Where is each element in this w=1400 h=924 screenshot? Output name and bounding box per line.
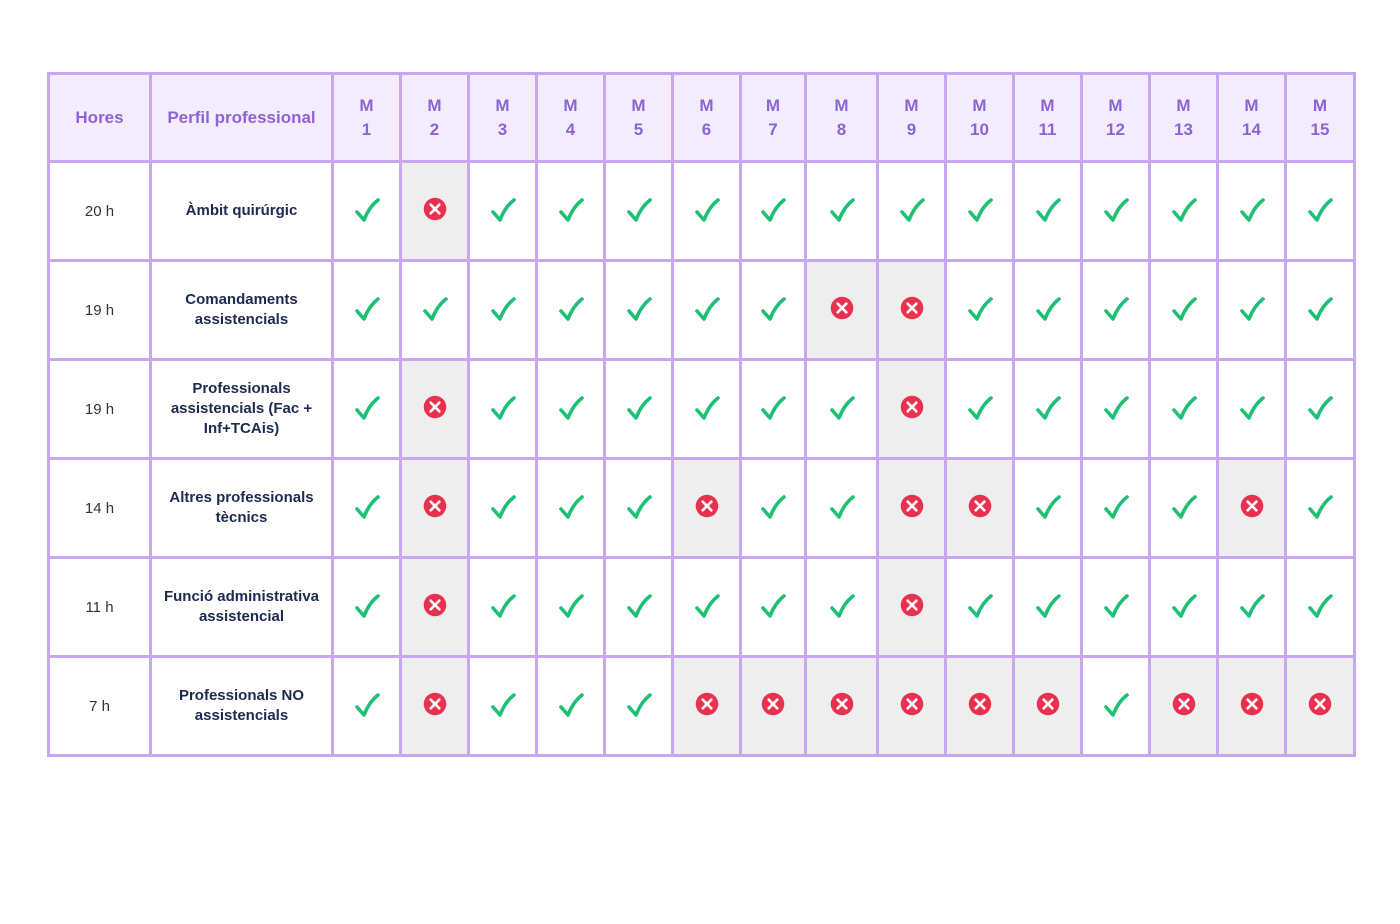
module-cell: [878, 459, 946, 558]
check-icon: [352, 196, 382, 226]
check-icon: [624, 691, 654, 721]
check-icon: [1237, 295, 1267, 325]
module-cell: [1082, 162, 1150, 261]
module-cell: [946, 558, 1014, 657]
module-cell: [333, 657, 401, 756]
module-cell: [1218, 162, 1286, 261]
header-module-1: M 1: [333, 74, 401, 162]
hours-cell: 11 h: [49, 558, 151, 657]
check-icon: [420, 295, 450, 325]
module-cell: [401, 558, 469, 657]
cross-circle-icon: [1033, 691, 1063, 721]
check-icon: [692, 295, 722, 325]
check-icon: [965, 592, 995, 622]
module-cell: [333, 459, 401, 558]
module-cell: [1286, 657, 1355, 756]
check-icon: [827, 592, 857, 622]
check-icon: [1169, 196, 1199, 226]
module-cell: [946, 360, 1014, 459]
header-module-3: M 3: [469, 74, 537, 162]
table-row: [49, 558, 1355, 657]
cross-circle-icon: [420, 592, 450, 622]
module-cell: [1286, 459, 1355, 558]
module-cell: [741, 558, 806, 657]
check-icon: [556, 196, 586, 226]
profile-cell: Altres professionals tècnics: [151, 459, 333, 558]
check-icon: [1305, 196, 1335, 226]
module-cell: [1218, 261, 1286, 360]
cross-circle-icon: [897, 691, 927, 721]
module-cell: [333, 360, 401, 459]
profile-cell: Professionals NO assistencials: [151, 657, 333, 756]
header-module-5: M 5: [605, 74, 673, 162]
cross-circle-icon: [692, 493, 722, 523]
module-cell: [1218, 360, 1286, 459]
check-icon: [488, 394, 518, 424]
check-icon: [1305, 493, 1335, 523]
check-icon: [352, 295, 382, 325]
module-cell: [537, 558, 605, 657]
module-cell: [333, 558, 401, 657]
module-cell: [1014, 558, 1082, 657]
cross-circle-icon: [897, 394, 927, 424]
header-hours: Hores: [49, 74, 151, 162]
header-profile: Perfil professional: [151, 74, 333, 162]
check-icon: [1169, 493, 1199, 523]
check-icon: [488, 493, 518, 523]
cross-circle-icon: [1237, 493, 1267, 523]
module-cell: [1014, 459, 1082, 558]
check-icon: [624, 196, 654, 226]
check-icon: [556, 394, 586, 424]
module-cell: [1150, 360, 1218, 459]
cross-circle-icon: [1305, 691, 1335, 721]
module-cell: [673, 657, 741, 756]
hours-cell: 7 h: [49, 657, 151, 756]
cross-circle-icon: [1169, 691, 1199, 721]
check-icon: [1033, 493, 1063, 523]
module-cell: [469, 558, 537, 657]
check-icon: [352, 691, 382, 721]
module-cell: [1082, 657, 1150, 756]
module-cell: [537, 459, 605, 558]
cross-circle-icon: [420, 691, 450, 721]
table-row: [49, 459, 1355, 558]
cross-circle-icon: [420, 493, 450, 523]
module-cell: [537, 657, 605, 756]
module-cell: [1082, 261, 1150, 360]
module-cell: [1218, 558, 1286, 657]
check-icon: [556, 691, 586, 721]
module-cell: [1286, 558, 1355, 657]
module-cell: [401, 162, 469, 261]
check-icon: [758, 493, 788, 523]
module-cell: [1082, 459, 1150, 558]
check-icon: [758, 394, 788, 424]
module-cell: [806, 360, 878, 459]
module-cell: [1218, 459, 1286, 558]
header-module-8: M 8: [806, 74, 878, 162]
module-cell: [946, 162, 1014, 261]
check-icon: [624, 295, 654, 325]
module-cell: [1218, 657, 1286, 756]
header-module-11: M 11: [1014, 74, 1082, 162]
header-row: [49, 74, 1355, 162]
module-matrix-table: [47, 72, 1356, 757]
module-cell: [1082, 558, 1150, 657]
module-cell: [1014, 162, 1082, 261]
module-cell: [806, 459, 878, 558]
cross-circle-icon: [897, 295, 927, 325]
check-icon: [827, 394, 857, 424]
module-cell: [605, 558, 673, 657]
module-cell: [741, 459, 806, 558]
check-icon: [352, 493, 382, 523]
module-cell: [806, 558, 878, 657]
check-icon: [1169, 592, 1199, 622]
module-cell: [401, 459, 469, 558]
module-cell: [1150, 657, 1218, 756]
check-icon: [692, 196, 722, 226]
check-icon: [352, 394, 382, 424]
check-icon: [1237, 592, 1267, 622]
module-cell: [741, 162, 806, 261]
cross-circle-icon: [1237, 691, 1267, 721]
check-icon: [1169, 295, 1199, 325]
module-cell: [1150, 558, 1218, 657]
module-cell: [878, 657, 946, 756]
module-cell: [673, 261, 741, 360]
module-cell: [1082, 360, 1150, 459]
module-cell: [806, 162, 878, 261]
module-cell: [1014, 360, 1082, 459]
module-cell: [1150, 261, 1218, 360]
table-row: [49, 360, 1355, 459]
header-module-14: M 14: [1218, 74, 1286, 162]
module-cell: [469, 261, 537, 360]
header-module-15: M 15: [1286, 74, 1355, 162]
module-cell: [1150, 162, 1218, 261]
cross-circle-icon: [965, 691, 995, 721]
table-row: [49, 261, 1355, 360]
module-cell: [806, 657, 878, 756]
module-cell: [673, 360, 741, 459]
check-icon: [1237, 394, 1267, 424]
module-cell: [605, 360, 673, 459]
check-icon: [1169, 394, 1199, 424]
check-icon: [1101, 295, 1131, 325]
profile-cell: Professionals assistencials (Fac + Inf+TCAis): [151, 360, 333, 459]
check-icon: [692, 592, 722, 622]
table-row: [49, 162, 1355, 261]
module-cell: [878, 261, 946, 360]
hours-cell: 20 h: [49, 162, 151, 261]
module-cell: [878, 360, 946, 459]
module-cell: [333, 261, 401, 360]
check-icon: [624, 592, 654, 622]
check-icon: [556, 493, 586, 523]
check-icon: [352, 592, 382, 622]
check-icon: [624, 394, 654, 424]
header-module-10: M 10: [946, 74, 1014, 162]
check-icon: [1305, 295, 1335, 325]
cross-circle-icon: [758, 691, 788, 721]
module-cell: [605, 459, 673, 558]
check-icon: [965, 196, 995, 226]
table-row: [49, 657, 1355, 756]
check-icon: [692, 394, 722, 424]
module-cell: [605, 261, 673, 360]
header-module-9: M 9: [878, 74, 946, 162]
module-cell: [605, 657, 673, 756]
cross-circle-icon: [692, 691, 722, 721]
cross-circle-icon: [827, 295, 857, 325]
check-icon: [1101, 691, 1131, 721]
module-cell: [946, 657, 1014, 756]
cross-circle-icon: [965, 493, 995, 523]
module-cell: [1014, 261, 1082, 360]
profile-cell: Àmbit quirúrgic: [151, 162, 333, 261]
check-icon: [827, 196, 857, 226]
check-icon: [965, 295, 995, 325]
module-cell: [401, 360, 469, 459]
module-cell: [537, 261, 605, 360]
module-cell: [469, 459, 537, 558]
module-cell: [673, 558, 741, 657]
check-icon: [758, 295, 788, 325]
module-cell: [1150, 459, 1218, 558]
check-icon: [1237, 196, 1267, 226]
header-module-7: M 7: [741, 74, 806, 162]
cross-circle-icon: [827, 691, 857, 721]
check-icon: [1033, 592, 1063, 622]
check-icon: [488, 295, 518, 325]
check-icon: [488, 196, 518, 226]
check-icon: [827, 493, 857, 523]
check-icon: [1033, 196, 1063, 226]
check-icon: [758, 592, 788, 622]
check-icon: [1033, 295, 1063, 325]
module-cell: [946, 459, 1014, 558]
header-module-13: M 13: [1150, 74, 1218, 162]
module-cell: [1286, 360, 1355, 459]
module-cell: [673, 459, 741, 558]
module-cell: [469, 162, 537, 261]
check-icon: [488, 691, 518, 721]
module-cell: [401, 261, 469, 360]
check-icon: [1033, 394, 1063, 424]
check-icon: [1101, 493, 1131, 523]
profile-cell: Comandaments assistencials: [151, 261, 333, 360]
module-cell: [878, 558, 946, 657]
cross-circle-icon: [420, 196, 450, 226]
check-icon: [488, 592, 518, 622]
check-icon: [1101, 592, 1131, 622]
module-cell: [401, 657, 469, 756]
check-icon: [1101, 394, 1131, 424]
module-cell: [1286, 261, 1355, 360]
module-cell: [469, 360, 537, 459]
header-module-12: M 12: [1082, 74, 1150, 162]
profile-cell: Funció administrativa assistencial: [151, 558, 333, 657]
check-icon: [897, 196, 927, 226]
module-cell: [878, 162, 946, 261]
check-icon: [1305, 592, 1335, 622]
module-cell: [741, 360, 806, 459]
check-icon: [758, 196, 788, 226]
module-cell: [537, 162, 605, 261]
module-cell: [469, 657, 537, 756]
cross-circle-icon: [897, 592, 927, 622]
module-cell: [537, 360, 605, 459]
cross-circle-icon: [897, 493, 927, 523]
hours-cell: 14 h: [49, 459, 151, 558]
module-cell: [946, 261, 1014, 360]
check-icon: [624, 493, 654, 523]
check-icon: [556, 295, 586, 325]
module-cell: [741, 261, 806, 360]
module-cell: [673, 162, 741, 261]
check-icon: [556, 592, 586, 622]
check-icon: [1101, 196, 1131, 226]
module-cell: [605, 162, 673, 261]
header-module-6: M 6: [673, 74, 741, 162]
module-cell: [741, 657, 806, 756]
table-body: [49, 162, 1355, 756]
header-module-2: M 2: [401, 74, 469, 162]
module-cell: [333, 162, 401, 261]
module-cell: [1014, 657, 1082, 756]
cross-circle-icon: [420, 394, 450, 424]
check-icon: [1305, 394, 1335, 424]
hours-cell: 19 h: [49, 261, 151, 360]
module-cell: [1286, 162, 1355, 261]
hours-cell: 19 h: [49, 360, 151, 459]
module-cell: [806, 261, 878, 360]
check-icon: [965, 394, 995, 424]
header-module-4: M 4: [537, 74, 605, 162]
